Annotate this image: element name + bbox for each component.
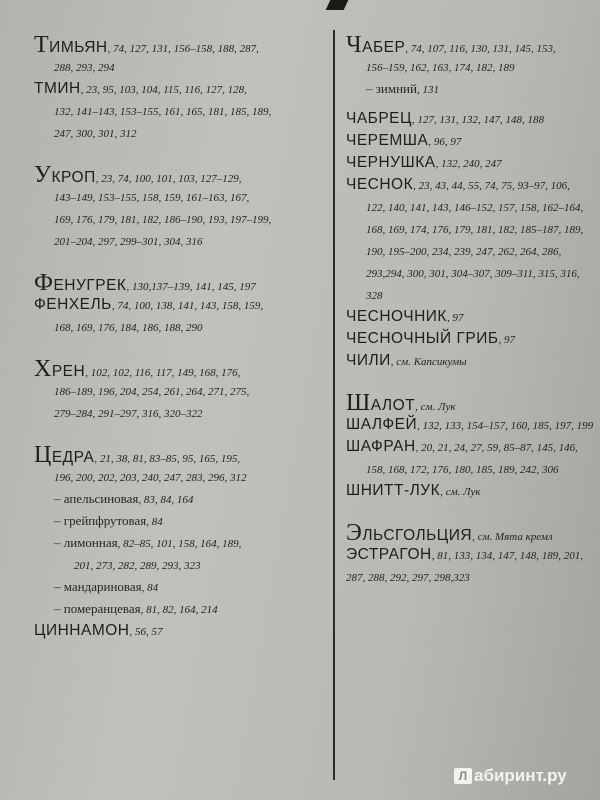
entry-term: ЧЕРЕМША xyxy=(346,132,429,149)
entry-term: РЕН xyxy=(51,363,86,380)
entry-pages: 190, 195–200, 234, 239, 247, 262, 264, 286, xyxy=(366,246,562,258)
index-entry xyxy=(34,294,330,338)
entry-term: ШНИТТ-ЛУК xyxy=(346,482,441,499)
entry-pages: , см. Мята кремл xyxy=(472,531,553,543)
index-entry xyxy=(346,174,596,306)
index-entry xyxy=(34,164,330,252)
index-entry xyxy=(346,130,596,152)
entry-pages: , см. Лук xyxy=(440,486,481,498)
entry-pages: , 81, 82, 164, 214 xyxy=(140,604,218,616)
entry-pages: , 97 xyxy=(498,334,516,346)
entry-initial: У xyxy=(34,164,52,186)
entry-term: ЧЕРНУШКА xyxy=(346,154,436,171)
entry-pages: 196, 200, 202, 203, 240, 247, 283, 296, 312 xyxy=(54,472,247,484)
subentry-term: – зимний xyxy=(366,81,417,96)
subentry-term: – лимонная xyxy=(54,535,118,550)
entry-pages: 201–204, 297, 299–301, 304, 316 xyxy=(54,236,203,248)
entry-pages: , 132, 240, 247 xyxy=(435,158,502,170)
entry-pages: , 23, 74, 100, 101, 103, 127–129, xyxy=(95,173,242,185)
entry-pages: , 74, 127, 131, 156–158, 188, 287, xyxy=(107,43,259,55)
entry-pages: 143–149, 153–155, 158, 159, 161–163, 167, xyxy=(54,192,250,204)
entry-pages: , 23, 43, 44, 55, 74, 75, 93–97, 106, xyxy=(413,180,570,192)
watermark-text: абиринт.ру xyxy=(474,766,567,785)
index-entry xyxy=(34,444,330,620)
entry-term: ШАЛФЕЙ xyxy=(346,416,418,433)
entry-initial: Ч xyxy=(346,34,363,56)
index-entry xyxy=(346,306,596,328)
entry-term: АЛОТ xyxy=(370,397,416,414)
entry-initial: Ш xyxy=(346,392,371,414)
index-entry xyxy=(346,436,596,480)
entry-pages: 247, 300, 301, 312 xyxy=(54,128,137,140)
entry-pages: 122, 140, 141, 143, 146–152, 157, 158, 162–164, xyxy=(366,202,584,214)
subentry-term: – мандариновая xyxy=(54,579,142,594)
entry-term: ЕНУГРЕК xyxy=(53,277,127,294)
index-entry xyxy=(34,358,330,424)
entry-pages: 168, 169, 176, 184, 186, 188, 290 xyxy=(54,322,203,334)
entry-pages: , 74, 107, 116, 130, 131, 145, 153, xyxy=(405,43,556,55)
entry-term: ЧАБРЕЦ xyxy=(346,110,412,127)
index-column-left xyxy=(34,34,330,642)
index-entry xyxy=(346,108,596,130)
entry-pages: , 56, 57 xyxy=(129,626,163,638)
entry-pages: , 84 xyxy=(146,516,163,528)
index-entry xyxy=(34,78,330,144)
entry-pages: 328 xyxy=(366,290,383,302)
entry-pages: , 21, 38, 81, 83–85, 95, 165, 195, xyxy=(94,453,241,465)
entry-term: ШАФРАН xyxy=(346,438,416,455)
entry-term: ЕДРА xyxy=(51,449,95,466)
site-watermark xyxy=(454,766,567,786)
page-corner-tab xyxy=(326,0,349,10)
watermark-logo-badge: Л xyxy=(454,768,472,784)
index-entry xyxy=(346,328,596,350)
entry-pages: 287, 288, 292, 297, 298,323 xyxy=(346,572,470,584)
entry-term: ТМИН xyxy=(34,80,81,97)
entry-initial: Ц xyxy=(34,444,52,466)
entry-pages: , 83, 84, 164 xyxy=(138,494,194,506)
entry-pages: , 81, 133, 134, 147, 148, 189, 201, xyxy=(431,550,583,562)
index-entry xyxy=(346,480,596,502)
column-divider xyxy=(333,30,335,780)
entry-term: ЦИННАМОН xyxy=(34,622,130,639)
entry-pages: , 74, 100, 138, 141, 143, 158, 159, xyxy=(111,300,264,312)
entry-pages: 168, 169, 174, 176, 179, 181, 182, 185–187, 189, xyxy=(366,224,584,236)
entry-pages: , 102, 102, 116, 117, 149, 168, 176, xyxy=(85,367,241,379)
entry-pages: , 96, 97 xyxy=(428,136,462,148)
entry-term: ЧЕСНОЧНИК xyxy=(346,308,447,325)
entry-initial: Ф xyxy=(34,272,54,294)
index-entry xyxy=(346,544,596,588)
subentry-term: – апельсиновая xyxy=(54,491,139,506)
entry-pages: , 132, 133, 154–157, 160, 185, 197, 199 xyxy=(417,420,594,432)
entry-initial: Х xyxy=(34,358,52,380)
entry-term: АБЕР xyxy=(362,39,406,56)
entry-initial: Э xyxy=(346,522,363,544)
index-entry xyxy=(346,392,596,414)
subentry-term: – померанцевая xyxy=(54,601,141,616)
entry-pages: 279–284, 291–297, 316, 320–322 xyxy=(54,408,203,420)
entry-pages: 201, 273, 282, 289, 293, 323 xyxy=(74,560,201,572)
entry-term: ЧЕСНОК xyxy=(346,176,414,193)
entry-pages: 293,294, 300, 301, 304–307, 309–311, 315, 316, xyxy=(366,268,580,280)
subentry-term: – грейпфрутовая xyxy=(54,513,147,528)
entry-pages: 169, 176, 179, 181, 182, 186–190, 193, 197–199, xyxy=(54,214,272,226)
entry-pages: , 131 xyxy=(416,84,439,96)
index-entry xyxy=(346,350,596,372)
index-entry xyxy=(346,414,596,436)
index-entry xyxy=(346,152,596,174)
entry-pages: 186–189, 196, 204, 254, 261, 264, 271, 275, xyxy=(54,386,250,398)
entry-pages: , 84 xyxy=(141,582,159,594)
entry-term: ЭСТРАГОН xyxy=(346,546,432,563)
entry-pages: 132, 141–143, 153–155, 161, 165, 181, 185, 189, xyxy=(54,106,272,118)
index-entry xyxy=(346,522,596,544)
entry-term: ЛЬСГОЛЬЦИЯ xyxy=(362,527,473,544)
entry-pages: 288, 293, 294 xyxy=(54,62,115,74)
index-entry xyxy=(34,620,330,642)
index-entry xyxy=(34,272,330,294)
entry-pages: , 130,137–139, 141, 145, 197 xyxy=(126,281,256,293)
entry-pages: , 23, 95, 103, 104, 115, 116, 127, 128, xyxy=(80,84,247,96)
entry-pages: 156–159, 162, 163, 174, 182, 189 xyxy=(366,62,515,74)
entry-term: ИМЬЯН xyxy=(49,39,108,56)
entry-pages: 158, 168, 172, 176, 180, 185, 189, 242, 306 xyxy=(366,464,559,476)
entry-pages: , см. Капсикумы xyxy=(390,356,467,368)
entry-term: ФЕНХЕЛЬ xyxy=(34,296,112,313)
index-column-right xyxy=(346,34,596,588)
index-entry xyxy=(346,34,596,100)
entry-term: КРОП xyxy=(51,169,96,186)
entry-pages: , 97 xyxy=(446,312,464,324)
entry-term: ЧИЛИ xyxy=(346,352,391,369)
index-entry xyxy=(34,34,330,78)
entry-pages: , 20, 21, 24, 27, 59, 85–87, 145, 146, xyxy=(415,442,578,454)
entry-pages: , 82–85, 101, 158, 164, 189, xyxy=(117,538,242,550)
entry-pages: , см. Лук xyxy=(415,401,456,413)
entry-pages: , 127, 131, 132, 147, 148, 188 xyxy=(411,114,544,126)
entry-initial: Т xyxy=(34,34,50,56)
entry-term: ЧЕСНОЧНЫЙ ГРИБ xyxy=(346,330,499,347)
